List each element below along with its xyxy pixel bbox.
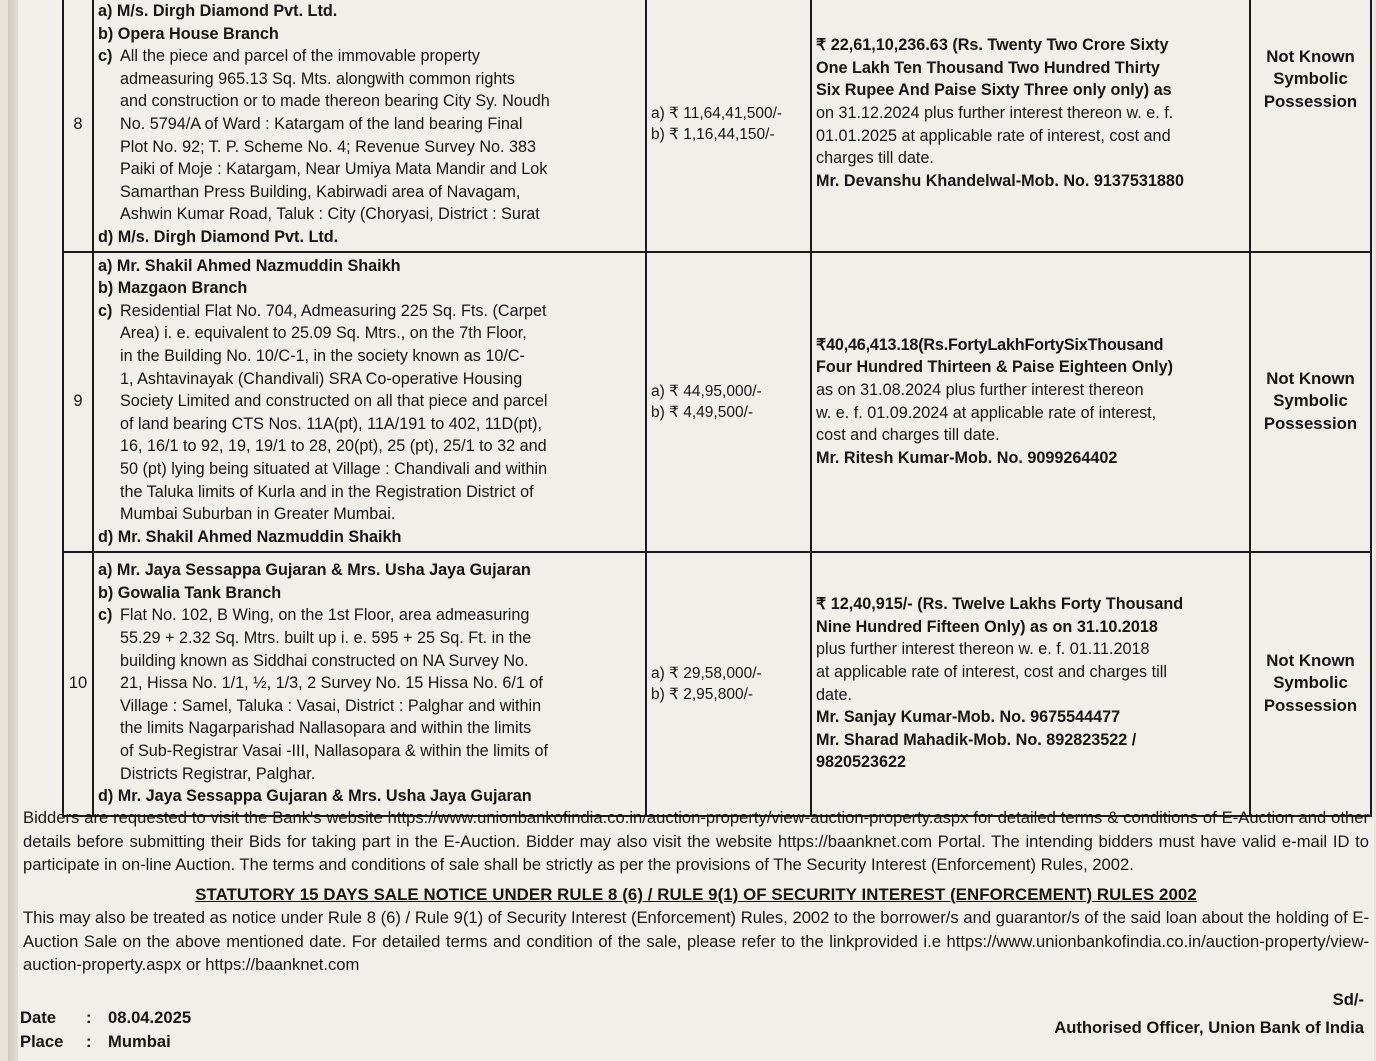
- dues-line: Four Hundred Thirteen & Paise Eighteen Only): [816, 358, 1174, 377]
- serial-number: 8: [63, 0, 93, 252]
- table-row: [63, 0, 1371, 252]
- outstanding-dues: [811, 252, 1250, 552]
- emd-value: b) ₹ 1,16,44,150/-: [651, 126, 775, 144]
- detail-line: 16, 16/1 to 92, 19, 19/1 to 28, 20(pt), 25 (pt), 25/1 to 32 and: [120, 437, 547, 456]
- place-value: Mumbai: [108, 1032, 171, 1051]
- outstanding-dues: [811, 0, 1250, 252]
- date-value: 08.04.2025: [108, 1008, 192, 1027]
- dues-line: ₹40,46,413.18(Rs.FortyLakhFortySixThousand: [816, 335, 1164, 354]
- dues-line: w. e. f. 01.09.2024 at applicable rate of interest,: [816, 403, 1157, 422]
- contact-line: 9820523622: [816, 753, 907, 772]
- footer-section: [23, 806, 1369, 977]
- detail-line: of Sub-Registrar Vasai -III, Nallasopara & within the limits of: [120, 742, 548, 761]
- owner-name: d) Mr. Jaya Sessappa Gujaran & Mrs. Usha Jaya Gujaran: [98, 787, 532, 806]
- item-label: c): [98, 606, 113, 625]
- detail-line: Society Limited and constructed on all that piece and parcel: [120, 392, 548, 411]
- dues-line: charges till date.: [816, 149, 934, 168]
- detail-line: and construction or to made thereon bearing City Sy. Noudh: [120, 92, 550, 111]
- detail-line: Samarthan Press Building, Kabirwadi area of Navagam,: [120, 182, 521, 201]
- serial-number: 9: [63, 252, 93, 552]
- date-label: Date: [20, 1008, 56, 1027]
- detail-line: Residential Flat No. 704, Admeasuring 225 Sq. Fts. (Carpet: [120, 301, 547, 320]
- owner-name: d) Mr. Shakil Ahmed Nazmuddin Shaikh: [98, 527, 402, 546]
- colon: :: [86, 1032, 92, 1051]
- status-line: Not Known: [1266, 46, 1355, 66]
- dues-line: on 31.12.2024 plus further interest thereon w. e. f.: [816, 103, 1174, 122]
- status-line: Symbolic: [1273, 391, 1348, 411]
- serial-number: 10: [63, 552, 93, 816]
- dues-line: at applicable rate of interest, cost and charges till: [816, 662, 1167, 681]
- newspaper-page: [8, 0, 1374, 1061]
- detail-line: Flat No. 102, B Wing, on the 1st Floor, area admeasuring: [120, 606, 530, 625]
- dues-line: date.: [816, 685, 853, 704]
- detail-line: Paiki of Moje : Katargam, Near Umiya Mata Mandir and Lok: [120, 160, 548, 179]
- item-label: c): [98, 47, 113, 66]
- page-edge: [8, 0, 18, 1061]
- dues-line: Six Rupee And Paise Sixty Three only only) as: [816, 81, 1172, 100]
- owner-name: d) M/s. Dirgh Diamond Pvt. Ltd.: [98, 227, 339, 246]
- colon: :: [86, 1008, 92, 1027]
- contact-line: Mr. Devanshu Khandelwal-Mob. No. 9137531880: [816, 171, 1184, 190]
- emd-value: b) ₹ 2,95,800/-: [651, 685, 754, 703]
- date-line: [20, 1008, 191, 1028]
- reserve-price: [646, 552, 811, 816]
- detail-line: building known as Siddhai constructed on NA Survey No.: [120, 651, 529, 670]
- status-line: Symbolic: [1273, 69, 1348, 89]
- bidders-notice: Bidders are requested to visit the Bank's website https://www.unionbankofindia.co.in/auction-property/view-auction-property.aspx for detailed terms & conditions of E-Auction and other details before submitting their Bids for taking part in the E-Auction. Bidder may also visit the website https://baanknet.com Portal. The intending bidders must have valid e-mail ID to participate in on-line Auction. The terms and conditions of sale shall be strictly as per the provisions of The Security Interest (Enforcement) Rules, 2002.: [23, 808, 1369, 874]
- contact-line: Mr. Sanjay Kumar-Mob. No. 9675544477: [816, 708, 1121, 727]
- detail-line: of land bearing CTS Nos. 11A(pt), 11A/191 to 402, 11D(pt),: [120, 414, 543, 433]
- detail-line: 21, Hissa No. 1/1, ½, 1/3, 2 Survey No. 15 Hissa No. 6/1 of: [120, 674, 543, 693]
- status-line: Possession: [1263, 695, 1358, 715]
- possession-status: [1250, 252, 1371, 552]
- outstanding-dues: [811, 552, 1250, 816]
- dues-line: as on 31.08.2024 plus further interest thereon: [816, 380, 1144, 399]
- table-row: [63, 552, 1371, 816]
- property-description: [93, 552, 646, 816]
- contact-line: Mr. Sharad Mahadik-Mob. No. 892823522 /: [816, 730, 1137, 749]
- branch-name: b) Mazgaon Branch: [98, 279, 248, 298]
- borrower-name: a) M/s. Dirgh Diamond Pvt. Ltd.: [98, 2, 338, 20]
- detail-line: the limits Nagarparishad Nallasopara and within the limits: [120, 719, 532, 738]
- detail-line: in the Building No. 10/C-1, in the society known as 10/C-: [120, 347, 525, 366]
- reserve-price-value: a) ₹ 44,95,000/-: [651, 382, 762, 400]
- place-label: Place: [20, 1032, 64, 1051]
- signature-mark: Sd/-: [1332, 990, 1364, 1009]
- status-line: Possession: [1263, 413, 1358, 433]
- detail-line: 55.29 + 2.32 Sq. Mtrs. built up i. e. 595 + 25 Sq. Ft. in the: [120, 629, 532, 648]
- possession-status: [1250, 0, 1371, 252]
- property-details: [98, 45, 641, 226]
- reserve-price-value: a) ₹ 29,58,000/-: [651, 664, 762, 682]
- possession-status: [1250, 552, 1371, 816]
- table-row: [63, 252, 1371, 552]
- property-description: [93, 252, 646, 552]
- detail-line: Plot No. 92; T. P. Scheme No. 4; Revenue Survey No. 383: [120, 137, 537, 156]
- detail-line: Village : Samel, Taluka : Vasai, District : Palghar and within: [120, 696, 542, 715]
- dues-line: Nine Hundred Fifteen Only) as on 31.10.2018: [816, 617, 1158, 636]
- branch-name: b) Opera House Branch: [98, 24, 279, 43]
- reserve-price: [646, 0, 811, 252]
- status-line: Not Known: [1266, 650, 1355, 670]
- detail-line: Ashwin Kumar Road, Taluk : City (Choryasi, District : Surat: [120, 205, 540, 224]
- property-details: [98, 604, 641, 785]
- detail-line: 50 (pt) lying being situated at Village : Chandivali and within: [120, 460, 548, 479]
- detail-line: 1, Ashtavinayak (Chandivali) SRA Co-operative Housing: [120, 369, 523, 388]
- detail-line: the Taluka limits of Kurla and in the Registration District of: [120, 482, 534, 501]
- detail-line: All the piece and parcel of the immovable property: [120, 47, 480, 66]
- authorised-officer: Authorised Officer, Union Bank of India: [1054, 1018, 1364, 1037]
- borrower-name: a) Mr. Jaya Sessappa Gujaran & Mrs. Usha Jaya Gujaran: [98, 561, 531, 580]
- dues-line: ₹ 22,61,10,236.63 (Rs. Twenty Two Crore Sixty: [816, 36, 1169, 55]
- dues-line: cost and charges till date.: [816, 426, 1000, 445]
- detail-line: admeasuring 965.13 Sq. Mts. alongwith common rights: [120, 69, 515, 88]
- contact-line: Mr. Ritesh Kumar-Mob. No. 9099264402: [816, 448, 1118, 467]
- item-label: c): [98, 301, 113, 320]
- property-description: [93, 0, 646, 252]
- dues-line: One Lakh Ten Thousand Two Hundred Thirty: [816, 58, 1160, 77]
- place-line: [20, 1032, 171, 1052]
- dues-line: ₹ 12,40,915/- (Rs. Twelve Lakhs Forty Thousand: [816, 595, 1184, 614]
- property-details: [98, 300, 641, 526]
- status-line: Symbolic: [1273, 673, 1348, 693]
- status-line: Not Known: [1266, 368, 1355, 388]
- borrower-name: a) Mr. Shakil Ahmed Nazmuddin Shaikh: [98, 256, 401, 275]
- detail-line: Mumbai Suburban in Greater Mumbai.: [120, 505, 396, 524]
- detail-line: Area) i. e. equivalent to 25.09 Sq. Mtrs., on the 7th Floor,: [120, 324, 527, 343]
- reserve-price: [646, 252, 811, 552]
- signature-block: [20, 990, 1366, 1058]
- auction-table: [62, 0, 1372, 817]
- emd-value: b) ₹ 4,49,500/-: [651, 403, 754, 421]
- branch-name: b) Gowalia Tank Branch: [98, 583, 282, 602]
- statutory-notice: This may also be treated as notice under Rule 8 (6) / Rule 9(1) of Security Interest (Enforcement) Rules, 2002 to the borrower/s and guarantor/s of the said loan about the holding of E-Auction Sale on the above mentioned date. For detailed terms and condition of the sale, please refer to the linkprovided i.e https://www.unionbankofindia.co.in/auction-property/view-auction-property.aspx or https://baanknet.com: [23, 908, 1369, 974]
- status-line: Possession: [1263, 91, 1358, 111]
- dues-line: 01.01.2025 at applicable rate of interest, cost and: [816, 126, 1171, 145]
- statutory-heading: STATUTORY 15 DAYS SALE NOTICE UNDER RULE 8 (6) / RULE 9(1) OF SECURITY INTEREST (ENFORCEMENT) RULES 2002: [195, 884, 1197, 904]
- detail-line: Districts Registrar, Palghar.: [120, 764, 316, 783]
- detail-line: No. 5794/A of Ward : Katargam of the land bearing Final: [120, 114, 523, 133]
- dues-line: plus further interest thereon w. e. f. 01.11.2018: [816, 640, 1150, 659]
- reserve-price-value: a) ₹ 11,64,41,500/-: [651, 105, 783, 123]
